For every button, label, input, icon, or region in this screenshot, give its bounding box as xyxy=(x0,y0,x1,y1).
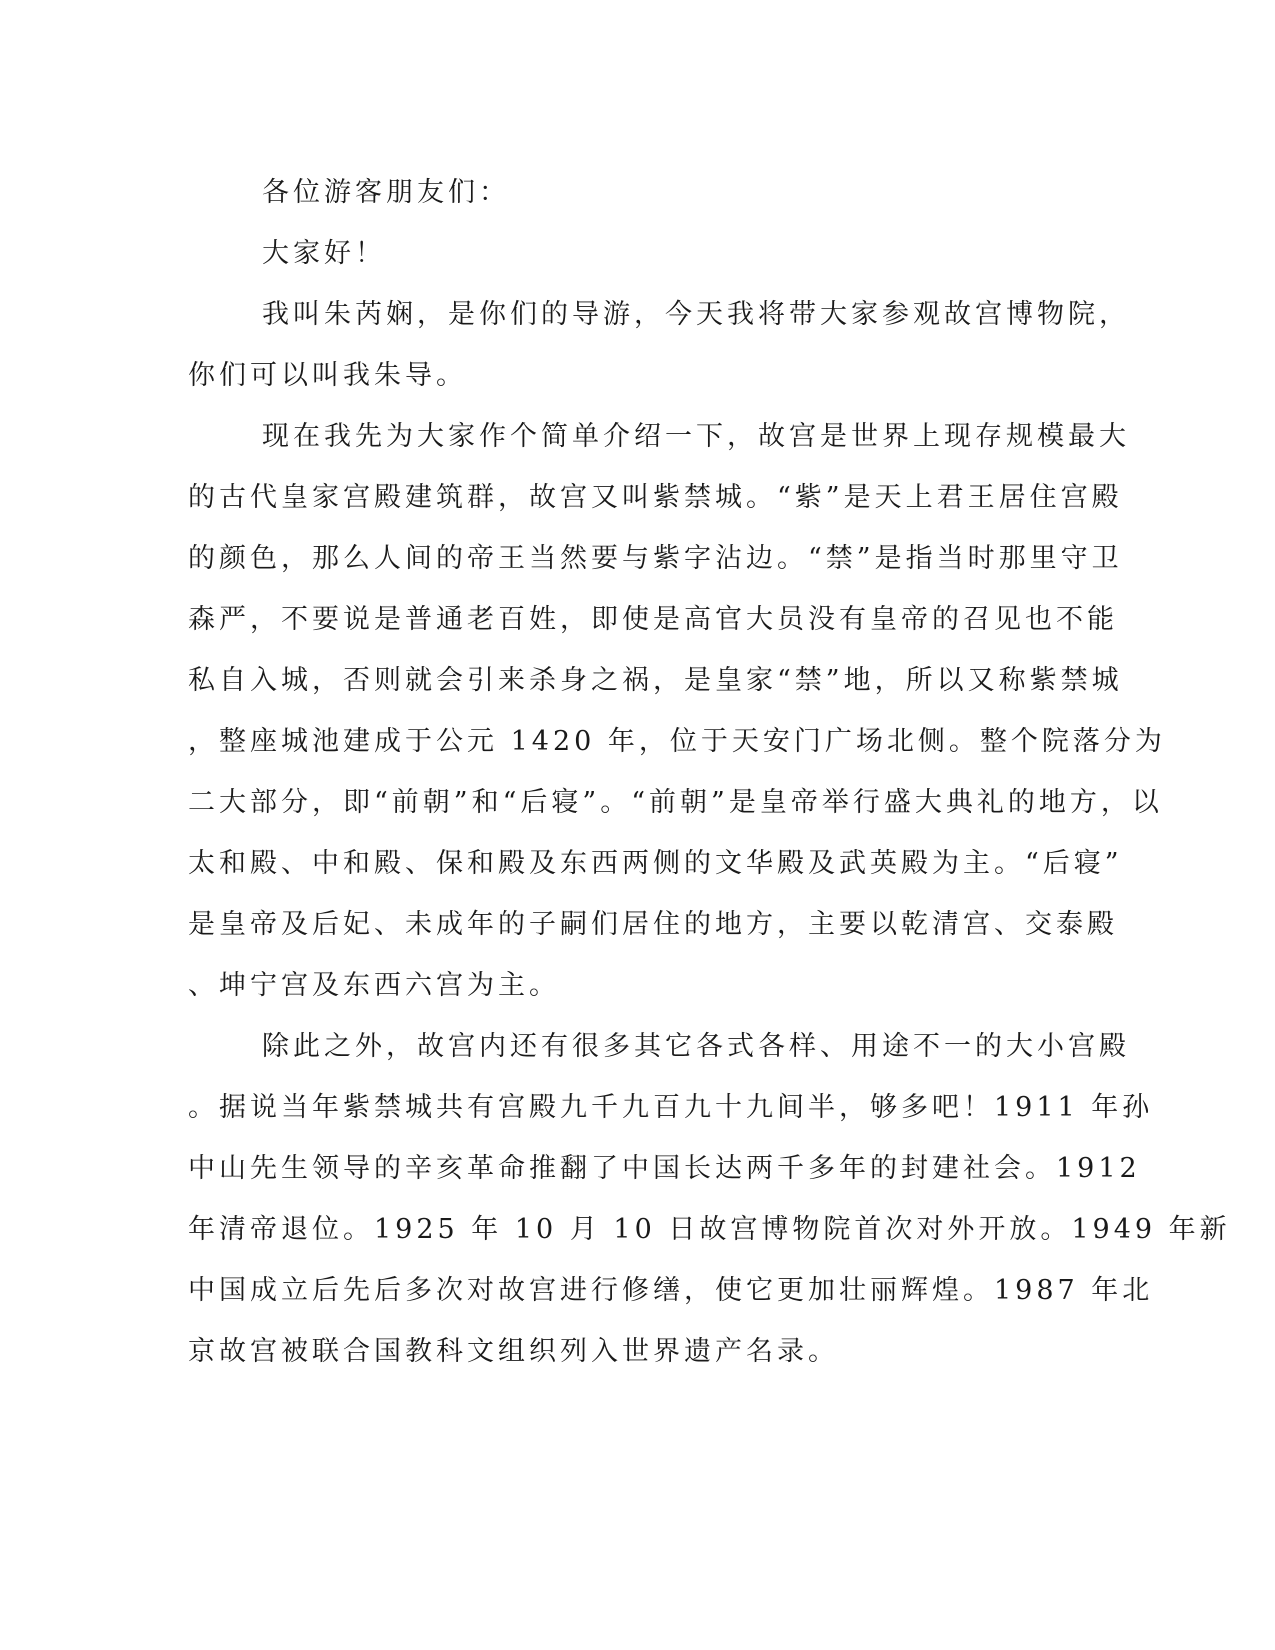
paragraph-line: 森严，不要说是普通老百姓，即使是高官大员没有皇帝的召见也不能 xyxy=(188,604,1118,635)
paragraph-line: 你们可以叫我朱导。 xyxy=(188,360,467,391)
paragraph-line: 除此之外，故宫内还有很多其它各式各样、用途不一的大小宫殿 xyxy=(262,1031,1130,1062)
paragraph-line: 中山先生领导的辛亥革命推翻了中国长达两千多年的封建社会。1912 xyxy=(188,1153,1141,1184)
paragraph-line: 、坤宁宫及东西六宫为主。 xyxy=(188,970,560,1001)
paragraph-line: 二大部分，即“前朝”和“后寝”。“前朝”是皇帝举行盛大典礼的地方，以 xyxy=(188,787,1163,818)
paragraph-line: ，整座城池建成于公元 1420 年，位于天安门广场北侧。整个院落分为 xyxy=(188,726,1166,757)
paragraph-introduction xyxy=(188,284,1130,406)
paragraph-palace-overview xyxy=(188,406,1166,1016)
paragraph-line: 京故宫被联合国教科文组织列入世界遗产名录。 xyxy=(188,1336,839,1367)
paragraph-line: 年清帝退位。1925 年 10 月 10 日故宫博物院首次对外开放。1949 年新 xyxy=(188,1214,1231,1245)
paragraph-history xyxy=(188,1016,1231,1382)
greeting-line: 各位游客朋友们： xyxy=(262,177,510,208)
paragraph-line: 的古代皇家宫殿建筑群，故宫又叫紫禁城。“紫”是天上君王居住宫殿 xyxy=(188,482,1123,513)
paragraph-line: 我叫朱芮娴，是你们的导游，今天我将带大家参观故宫博物院， xyxy=(262,299,1130,330)
paragraph-line: 。据说当年紫禁城共有宫殿九千九百九十九间半，够多吧！1911 年孙 xyxy=(188,1092,1154,1123)
paragraph-line: 是皇帝及后妃、未成年的子嗣们居住的地方，主要以乾清宫、交泰殿 xyxy=(188,909,1118,940)
greeting-line: 大家好！ xyxy=(262,238,386,269)
paragraph-line: 的颜色，那么人间的帝王当然要与紫字沾边。“禁”是指当时那里守卫 xyxy=(188,543,1123,574)
paragraph-line: 现在我先为大家作个简单介绍一下，故宫是世界上现存规模最大 xyxy=(262,421,1130,452)
paragraph-line: 太和殿、中和殿、保和殿及东西两侧的文华殿及武英殿为主。“后寝” xyxy=(188,848,1123,879)
document-body xyxy=(188,162,1231,1382)
paragraph-line: 中国成立后先后多次对故宫进行修缮，使它更加壮丽辉煌。1987 年北 xyxy=(188,1275,1154,1306)
paragraph-line: 私自入城，否则就会引来杀身之祸，是皇家“禁”地，所以又称紫禁城 xyxy=(188,665,1123,696)
